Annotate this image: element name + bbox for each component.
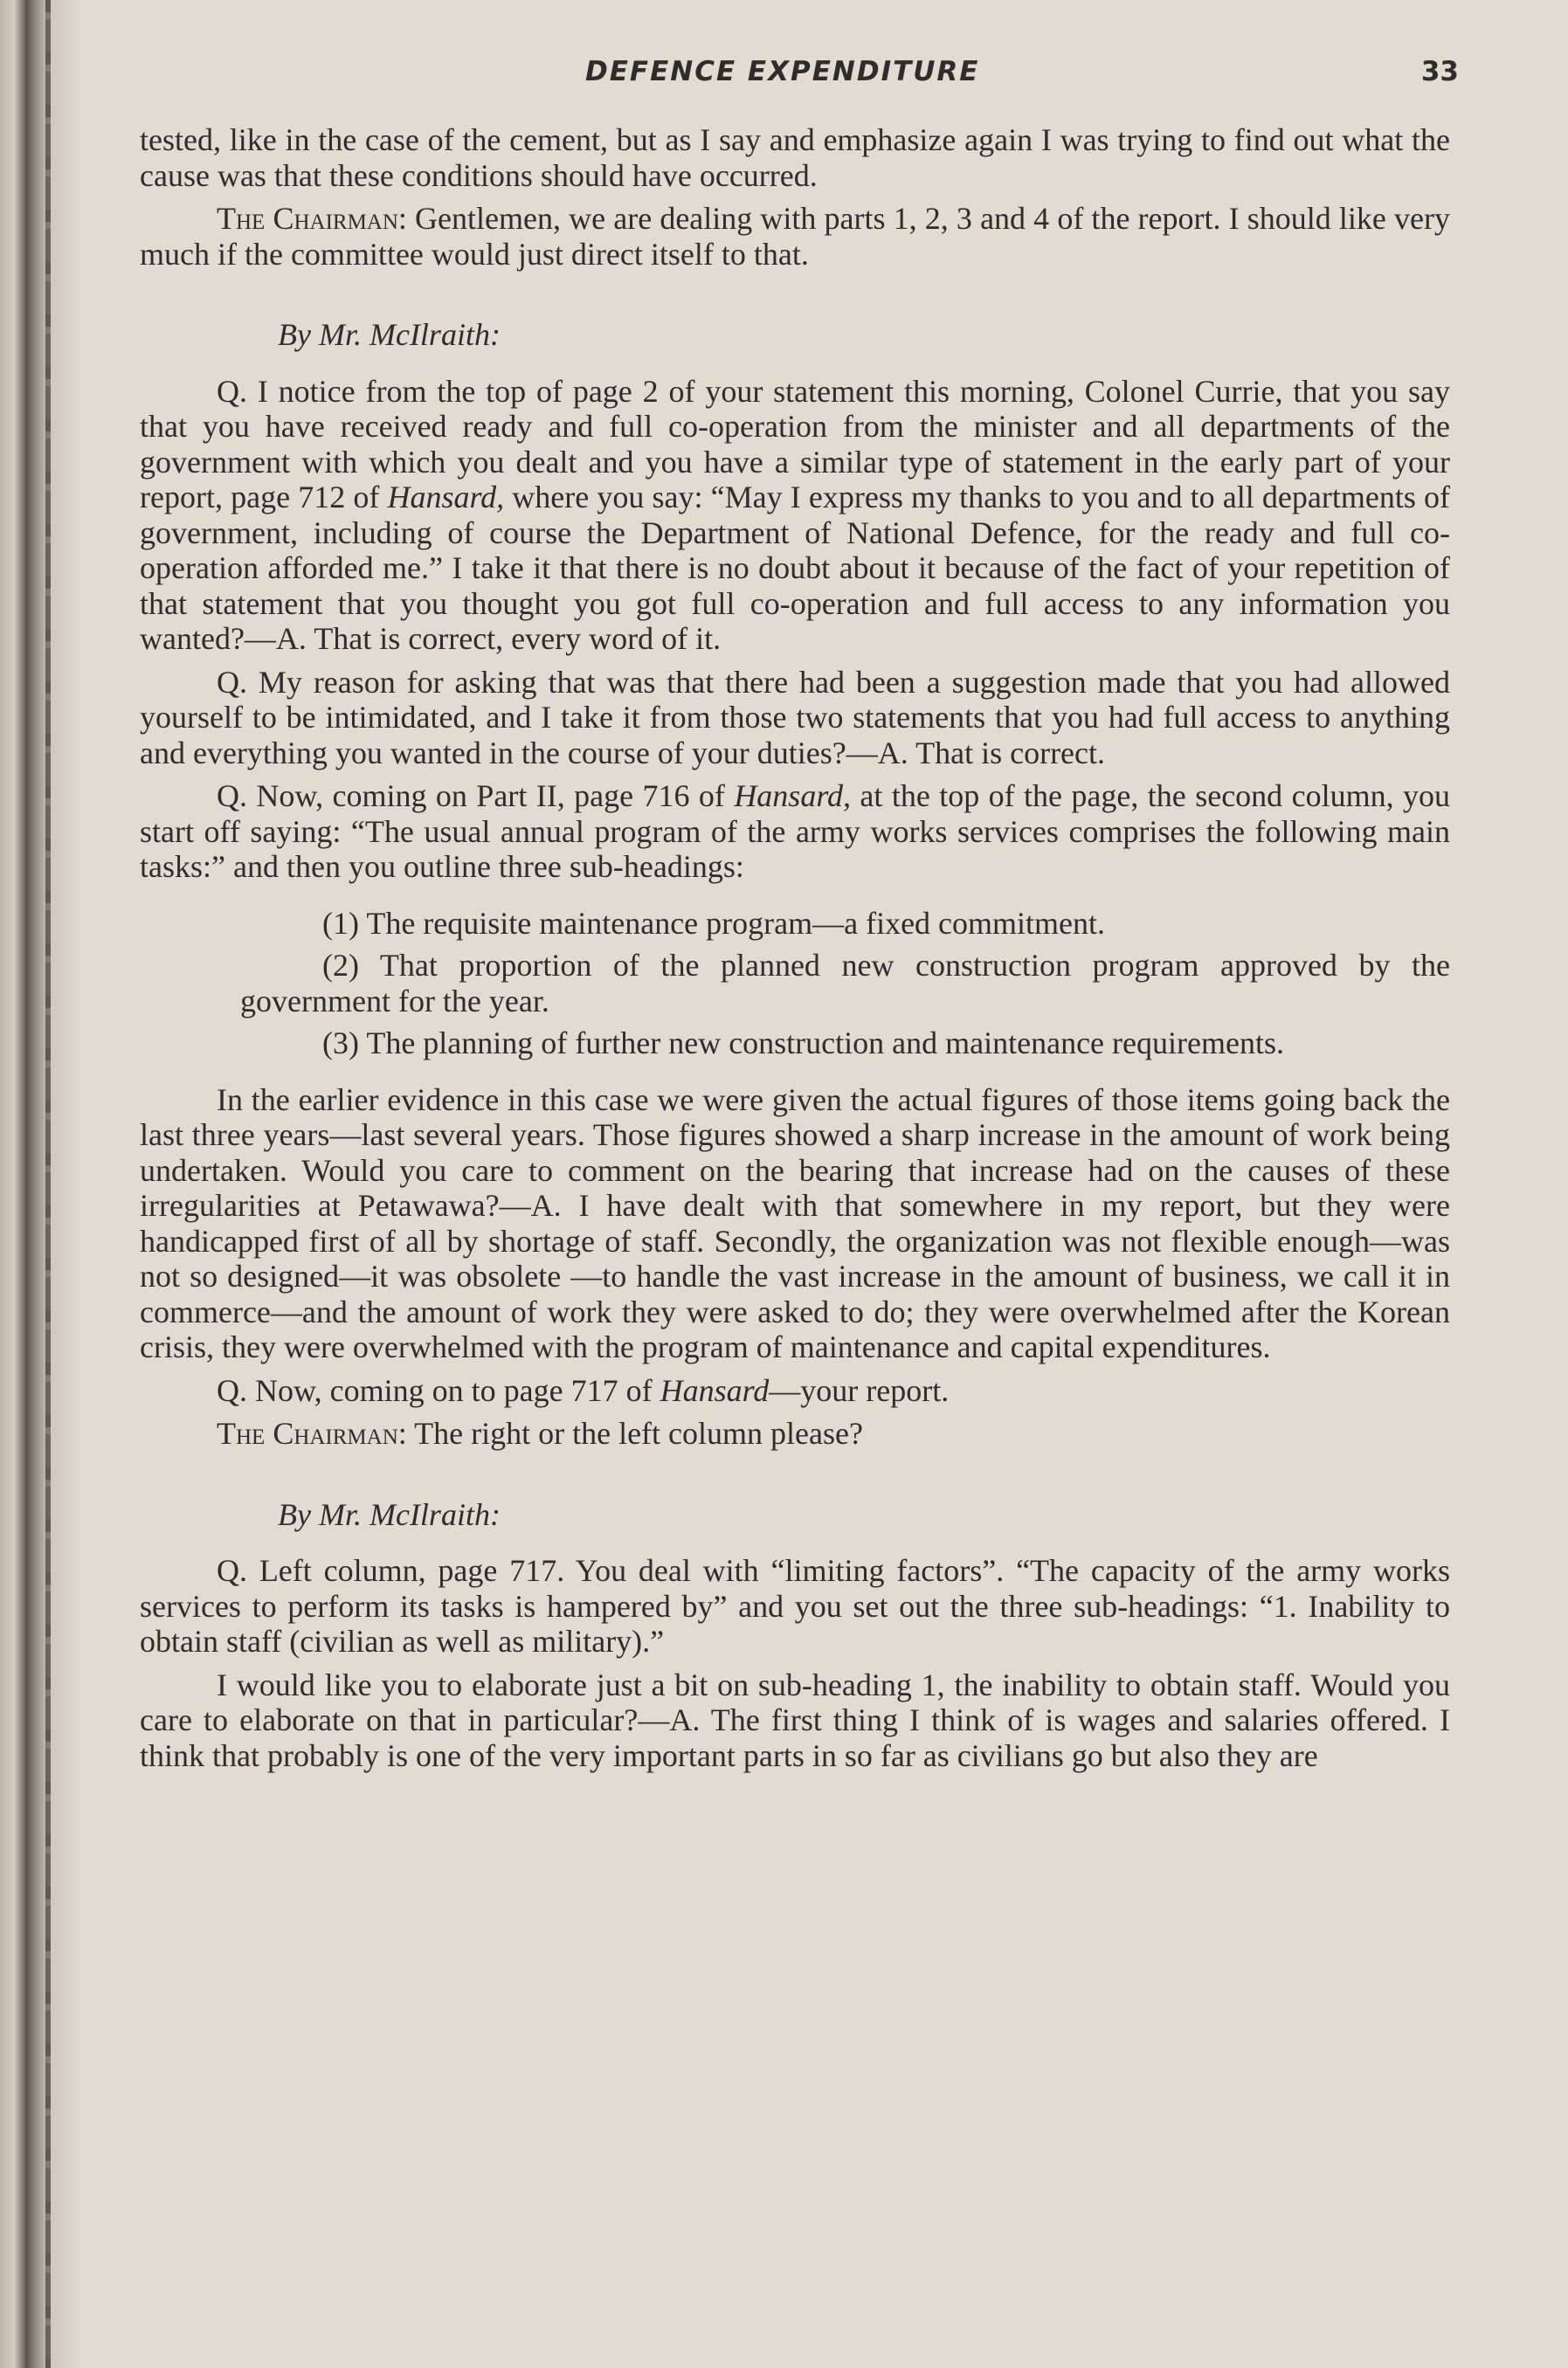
binding-edge [45,0,51,2368]
chairman-remark [140,1416,1450,1452]
question-paragraph [140,1373,1450,1409]
paragraph: I would like you to elaborate just a bit on sub-heading 1, the inability to obtain staff. Would you care to elaborate on that in particular?—A. The first thing I think of is wages and salaries offered. I think that probably is one of the very important parts in so far as civilians go but also they are [140,1667,1450,1773]
paragraph-continued: tested, like in the case of the cement, but as I say and emphasize again I was trying to find out what the cause was that these conditions should have occurred. [140,122,1450,193]
text-run: —your report. [769,1372,950,1408]
remark-text: : Gentlemen, we are dealing with parts 1, 2, 3 and 4 of the report. I should like very much if the committee would just direct itself to that. [140,201,1450,272]
text-run: Q. Now, coming on Part II, page 716 of [217,778,735,813]
italic-text: Hansard, [734,778,851,813]
text-run: at the top of the page, the second column, you start off saying: “The usual annual program of the army works services comprises the following main tasks:” and then you outline three sub-headings: [140,778,1450,884]
paragraph: In the earlier evidence in this case we were given the actual figures of those items going back the last three years—last several years. Those figures showed a sharp increase in the amount of work being undertaken. Would you care to comment on the bearing that increase had on the causes of these irregularities at Petawawa?—A. I have dealt with that somewhere in my report, but they were handicapped first of all by shortage of staff. Secondly, the organization was not flexible enough—was not so designed—it was obsolete —to handle the vast increase in the amount of business, we call it in commerce—and the amount of work they were asked to do; they were overwhelmed after the Korean crisis, they were overwhelmed with the program of maintenance and capital expenditures. [140,1081,1450,1364]
question-paragraph: Q. Left column, page 717. You deal with “limiting factors”. “The capacity of the army works services to perform its tasks is hampered by” and you set out the three sub-headings: “1. Inability to obtain staff (civilian as well as military).” [140,1553,1450,1659]
list-item: (2) That proportion of the planned new construction program approved by the government for the year. [240,948,1450,1018]
list-item: (1) The requisite maintenance program—a fixed commitment. [322,905,1106,941]
speaker-name: The Chairman [217,1416,398,1451]
speaker-name: The Chairman [217,201,398,236]
book-spine [0,0,79,2368]
remark-text: : The right or the left column please? [397,1416,863,1451]
list-item: (3) The planning of further new construction and maintenance requirements. [322,1025,1284,1060]
body-text [140,122,1450,1781]
italic-text: Hansard [660,1372,770,1408]
chairman-remark [140,201,1450,272]
italic-text: Hansard, [387,480,505,514]
text-run: Q. I notice from the top of page 2 of your statement this morning, Colonel Currie, that you say that you have received ready and full co-operation from the minister and all departments of the government with which you dealt and you have a similar type of statement in the early part of your report, page 712 of [140,373,1450,514]
question-paragraph [140,778,1450,885]
speaker-heading: By Mr. McIlraith: [278,1496,501,1532]
text-run: Q. Now, coming on to page 717 of [217,1372,660,1408]
text-run: where you say: “May I express my thanks to you and to all departments of government, including of course the Department of National Defence, for the ready and full co-operation afforded me.” I take it that there is no doubt about it because of the fact of your repetition of that statement that you thought you got full co-operation and full access to any information you wanted?—A. That is correct, every word of it. [140,480,1450,656]
document-page [131,0,1459,2368]
question-paragraph [140,374,1450,657]
speaker-heading: By Mr. McIlraith: [278,317,501,352]
page-number: 33 [1420,56,1459,87]
running-header [131,51,1459,103]
question-paragraph: Q. My reason for asking that was that there had been a suggestion made that you had allowed yourself to be intimidated, and I take it from those two statements that you had full access to anything and everything you wanted in the course of your duties?—A. That is correct. [140,664,1450,770]
header-title: DEFENCE EXPENDITURE [585,56,980,87]
